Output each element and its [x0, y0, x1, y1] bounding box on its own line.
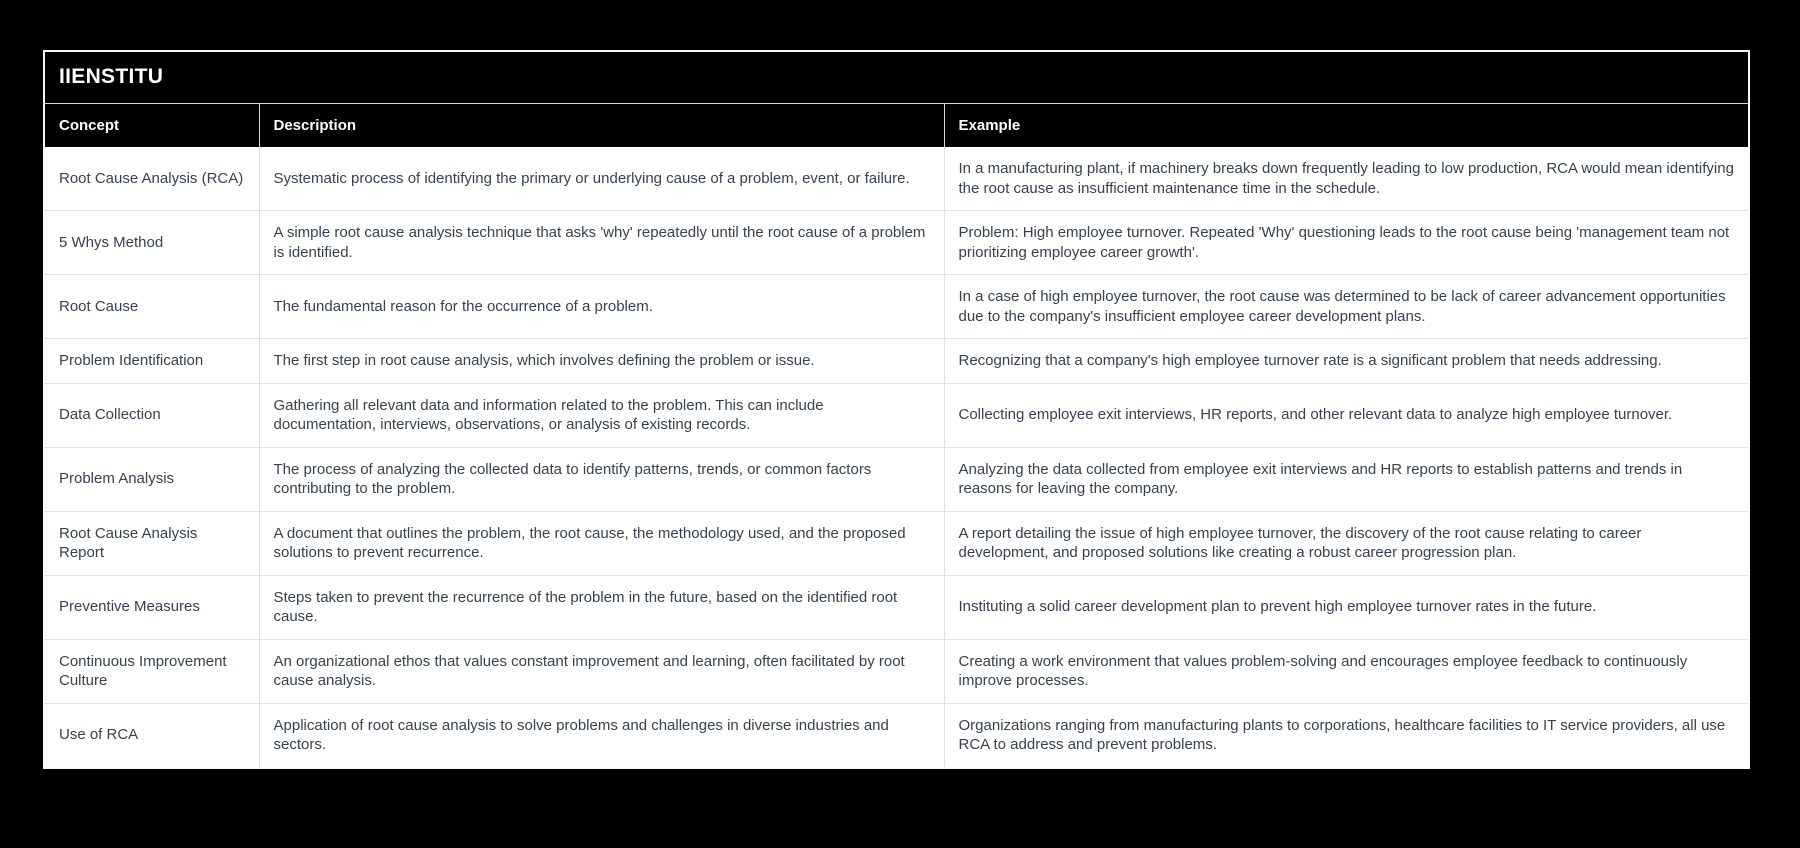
cell-description: The process of analyzing the collected data to identify patterns, trends, or common factors contributing to the problem. [259, 447, 944, 511]
cell-example: Problem: High employee turnover. Repeated 'Why' questioning leads to the root cause being 'management team not prioritizing employee career growth'. [944, 211, 1748, 275]
cell-description: A document that outlines the problem, the root cause, the methodology used, and the proposed solutions to prevent recurrence. [259, 511, 944, 575]
cell-concept: Problem Analysis [45, 447, 259, 511]
cell-concept: Use of RCA [45, 703, 259, 767]
cell-concept: Root Cause Analysis Report [45, 511, 259, 575]
cell-concept: Root Cause Analysis (RCA) [45, 147, 259, 211]
cell-example: Creating a work environment that values problem-solving and encourages employee feedback to continuously improve processes. [944, 639, 1748, 703]
cell-description: The first step in root cause analysis, which involves defining the problem or issue. [259, 339, 944, 384]
cell-example: In a case of high employee turnover, the root cause was determined to be lack of career advancement opportunities due to the company's insufficient employee career development plans. [944, 275, 1748, 339]
column-header-example: Example [944, 104, 1748, 147]
table-row [45, 275, 1748, 339]
cell-example: A report detailing the issue of high employee turnover, the discovery of the root cause relating to career development, and proposed solutions like creating a robust career progression plan. [944, 511, 1748, 575]
cell-concept: Data Collection [45, 383, 259, 447]
card-title: IIENSTITU [45, 52, 1748, 104]
cell-example: Instituting a solid career development plan to prevent high employee turnover rates in the future. [944, 575, 1748, 639]
cell-description: Systematic process of identifying the primary or underlying cause of a problem, event, or failure. [259, 147, 944, 211]
cell-concept: Preventive Measures [45, 575, 259, 639]
header-row [45, 104, 1748, 147]
table-row [45, 147, 1748, 211]
cell-description: Steps taken to prevent the recurrence of the problem in the future, based on the identified root cause. [259, 575, 944, 639]
table-body [45, 147, 1748, 767]
column-header-concept: Concept [45, 104, 259, 147]
cell-concept: Root Cause [45, 275, 259, 339]
table-row [45, 339, 1748, 384]
table-row [45, 639, 1748, 703]
table-row [45, 383, 1748, 447]
table-row [45, 575, 1748, 639]
concept-table [45, 104, 1748, 767]
cell-concept: Problem Identification [45, 339, 259, 384]
table-row [45, 511, 1748, 575]
cell-example: Collecting employee exit interviews, HR reports, and other relevant data to analyze high employee turnover. [944, 383, 1748, 447]
column-header-description: Description [259, 104, 944, 147]
table-row [45, 703, 1748, 767]
cell-example: Organizations ranging from manufacturing plants to corporations, healthcare facilities to IT service providers, all use RCA to address and prevent problems. [944, 703, 1748, 767]
cell-description: An organizational ethos that values constant improvement and learning, often facilitated by root cause analysis. [259, 639, 944, 703]
cell-description: Application of root cause analysis to solve problems and challenges in diverse industries and sectors. [259, 703, 944, 767]
cell-example: Recognizing that a company's high employee turnover rate is a significant problem that needs addressing. [944, 339, 1748, 384]
cell-description: A simple root cause analysis technique that asks 'why' repeatedly until the root cause of a problem is identified. [259, 211, 944, 275]
cell-example: In a manufacturing plant, if machinery breaks down frequently leading to low production, RCA would mean identifying the root cause as insufficient maintenance time in the schedule. [944, 147, 1748, 211]
table-row [45, 447, 1748, 511]
cell-example: Analyzing the data collected from employee exit interviews and HR reports to establish patterns and trends in reasons for leaving the company. [944, 447, 1748, 511]
concept-table-card [43, 50, 1750, 769]
cell-description: Gathering all relevant data and information related to the problem. This can include documentation, interviews, observations, or analysis of existing records. [259, 383, 944, 447]
cell-description: The fundamental reason for the occurrence of a problem. [259, 275, 944, 339]
cell-concept: 5 Whys Method [45, 211, 259, 275]
cell-concept: Continuous Improvement Culture [45, 639, 259, 703]
table-row [45, 211, 1748, 275]
